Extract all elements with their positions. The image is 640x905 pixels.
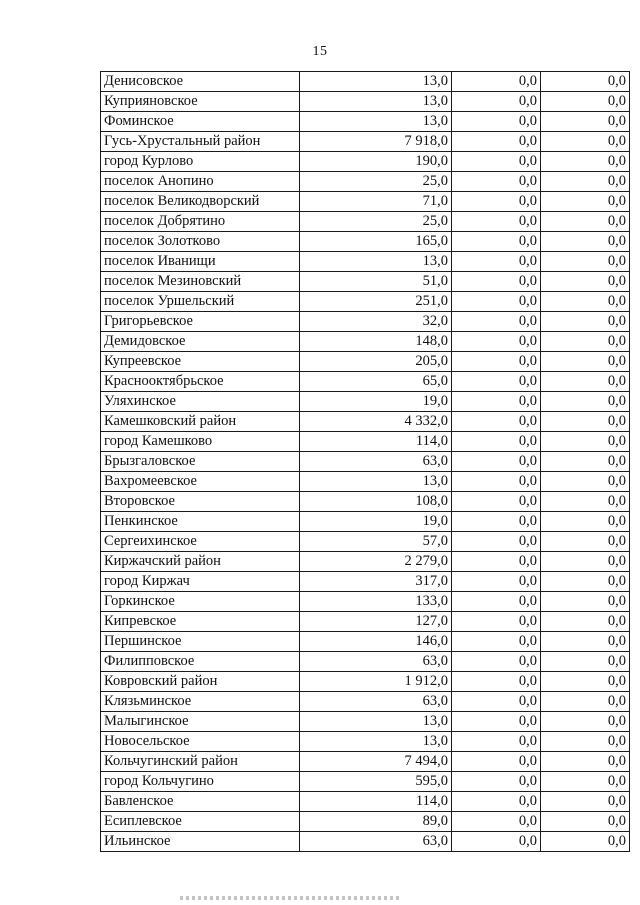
- row-value-3-cell: 0,0: [541, 832, 630, 852]
- table-row: [101, 612, 630, 632]
- row-value-3-cell: 0,0: [541, 272, 630, 292]
- row-name-cell: город Киржач: [101, 572, 300, 592]
- row-name-cell: Сергеихинское: [101, 532, 300, 552]
- row-name-cell: поселок Иванищи: [101, 252, 300, 272]
- row-value-1-cell: 7 918,0: [300, 132, 452, 152]
- row-name-cell: Пенкинское: [101, 512, 300, 532]
- row-value-3-cell: 0,0: [541, 292, 630, 312]
- table-row: [101, 352, 630, 372]
- row-value-3-cell: 0,0: [541, 692, 630, 712]
- row-value-2-cell: 0,0: [452, 252, 541, 272]
- row-value-2-cell: 0,0: [452, 232, 541, 252]
- row-value-3-cell: 0,0: [541, 572, 630, 592]
- row-value-2-cell: 0,0: [452, 652, 541, 672]
- table-row: [101, 652, 630, 672]
- table-row: [101, 232, 630, 252]
- page-number: 15: [312, 44, 328, 59]
- table-row: [101, 252, 630, 272]
- row-value-1-cell: 2 279,0: [300, 552, 452, 572]
- row-value-1-cell: 595,0: [300, 772, 452, 792]
- row-value-3-cell: 0,0: [541, 312, 630, 332]
- row-value-2-cell: 0,0: [452, 152, 541, 172]
- row-value-2-cell: 0,0: [452, 772, 541, 792]
- row-value-3-cell: 0,0: [541, 452, 630, 472]
- row-value-3-cell: 0,0: [541, 172, 630, 192]
- row-name-cell: Вахромеевское: [101, 472, 300, 492]
- row-name-cell: Брызгаловское: [101, 452, 300, 472]
- row-value-3-cell: 0,0: [541, 92, 630, 112]
- row-value-3-cell: 0,0: [541, 392, 630, 412]
- row-value-1-cell: 13,0: [300, 72, 452, 92]
- row-value-1-cell: 89,0: [300, 812, 452, 832]
- table-row: [101, 92, 630, 112]
- row-name-cell: Малыгинское: [101, 712, 300, 732]
- row-value-1-cell: 51,0: [300, 272, 452, 292]
- row-value-1-cell: 317,0: [300, 572, 452, 592]
- row-value-3-cell: 0,0: [541, 72, 630, 92]
- row-value-3-cell: 0,0: [541, 152, 630, 172]
- row-value-3-cell: 0,0: [541, 192, 630, 212]
- table-row: [101, 392, 630, 412]
- row-name-cell: Денисовское: [101, 72, 300, 92]
- row-value-1-cell: 108,0: [300, 492, 452, 512]
- row-value-2-cell: 0,0: [452, 212, 541, 232]
- row-value-1-cell: 205,0: [300, 352, 452, 372]
- row-value-1-cell: 13,0: [300, 252, 452, 272]
- row-value-3-cell: 0,0: [541, 372, 630, 392]
- table-body: [101, 72, 630, 852]
- row-name-cell: город Курлово: [101, 152, 300, 172]
- row-value-3-cell: 0,0: [541, 652, 630, 672]
- table-row: [101, 112, 630, 132]
- row-value-2-cell: 0,0: [452, 312, 541, 332]
- row-value-1-cell: 7 494,0: [300, 752, 452, 772]
- row-value-2-cell: 0,0: [452, 72, 541, 92]
- table-row: [101, 792, 630, 812]
- row-value-1-cell: 114,0: [300, 432, 452, 452]
- row-value-1-cell: 19,0: [300, 392, 452, 412]
- row-value-1-cell: 127,0: [300, 612, 452, 632]
- row-value-2-cell: 0,0: [452, 492, 541, 512]
- row-value-2-cell: 0,0: [452, 432, 541, 452]
- table-row: [101, 412, 630, 432]
- data-table: [100, 71, 630, 852]
- row-name-cell: поселок Великодворский: [101, 192, 300, 212]
- table-row: [101, 532, 630, 552]
- row-value-1-cell: 1 912,0: [300, 672, 452, 692]
- row-value-2-cell: 0,0: [452, 472, 541, 492]
- row-name-cell: поселок Золотково: [101, 232, 300, 252]
- scan-artifact: [180, 896, 400, 900]
- row-name-cell: Горкинское: [101, 592, 300, 612]
- row-name-cell: Ковровский район: [101, 672, 300, 692]
- table-row: [101, 512, 630, 532]
- row-value-3-cell: 0,0: [541, 532, 630, 552]
- row-value-2-cell: 0,0: [452, 632, 541, 652]
- table-row: [101, 452, 630, 472]
- row-name-cell: Есиплевское: [101, 812, 300, 832]
- row-value-2-cell: 0,0: [452, 592, 541, 612]
- table-row: [101, 492, 630, 512]
- row-value-3-cell: 0,0: [541, 412, 630, 432]
- table-row: [101, 432, 630, 452]
- row-name-cell: Камешковский район: [101, 412, 300, 432]
- row-name-cell: Уляхинское: [101, 392, 300, 412]
- row-value-1-cell: 146,0: [300, 632, 452, 652]
- row-name-cell: Куприяновское: [101, 92, 300, 112]
- row-value-2-cell: 0,0: [452, 132, 541, 152]
- row-value-2-cell: 0,0: [452, 392, 541, 412]
- table-row: [101, 592, 630, 612]
- row-value-1-cell: 65,0: [300, 372, 452, 392]
- table-row: [101, 672, 630, 692]
- row-value-2-cell: 0,0: [452, 372, 541, 392]
- row-value-1-cell: 71,0: [300, 192, 452, 212]
- row-value-2-cell: 0,0: [452, 792, 541, 812]
- row-value-1-cell: 13,0: [300, 732, 452, 752]
- row-value-1-cell: 251,0: [300, 292, 452, 312]
- row-value-3-cell: 0,0: [541, 592, 630, 612]
- row-value-3-cell: 0,0: [541, 552, 630, 572]
- row-name-cell: Филипповское: [101, 652, 300, 672]
- row-value-3-cell: 0,0: [541, 812, 630, 832]
- row-value-1-cell: 13,0: [300, 472, 452, 492]
- row-value-2-cell: 0,0: [452, 552, 541, 572]
- row-value-2-cell: 0,0: [452, 192, 541, 212]
- row-value-3-cell: 0,0: [541, 352, 630, 372]
- row-name-cell: поселок Анопино: [101, 172, 300, 192]
- table-row: [101, 172, 630, 192]
- row-value-2-cell: 0,0: [452, 812, 541, 832]
- row-value-2-cell: 0,0: [452, 612, 541, 632]
- table-row: [101, 732, 630, 752]
- row-value-2-cell: 0,0: [452, 692, 541, 712]
- table-row: [101, 772, 630, 792]
- row-value-3-cell: 0,0: [541, 432, 630, 452]
- row-value-1-cell: 57,0: [300, 532, 452, 552]
- row-value-3-cell: 0,0: [541, 672, 630, 692]
- row-value-3-cell: 0,0: [541, 792, 630, 812]
- table-row: [101, 292, 630, 312]
- row-value-1-cell: 25,0: [300, 172, 452, 192]
- row-name-cell: Краснооктябрьское: [101, 372, 300, 392]
- row-value-1-cell: 13,0: [300, 112, 452, 132]
- row-name-cell: поселок Мезиновский: [101, 272, 300, 292]
- table-row: [101, 472, 630, 492]
- row-value-3-cell: 0,0: [541, 752, 630, 772]
- table-row: [101, 692, 630, 712]
- row-name-cell: город Камешково: [101, 432, 300, 452]
- row-value-2-cell: 0,0: [452, 172, 541, 192]
- row-name-cell: Киржачский район: [101, 552, 300, 572]
- table-row: [101, 572, 630, 592]
- row-value-1-cell: 190,0: [300, 152, 452, 172]
- row-name-cell: город Кольчугино: [101, 772, 300, 792]
- table-row: [101, 632, 630, 652]
- row-name-cell: Ильинское: [101, 832, 300, 852]
- row-name-cell: Григорьевское: [101, 312, 300, 332]
- row-value-1-cell: 32,0: [300, 312, 452, 332]
- row-name-cell: Фоминское: [101, 112, 300, 132]
- row-value-3-cell: 0,0: [541, 132, 630, 152]
- table-row: [101, 812, 630, 832]
- row-value-2-cell: 0,0: [452, 112, 541, 132]
- row-value-2-cell: 0,0: [452, 832, 541, 852]
- row-value-1-cell: 13,0: [300, 712, 452, 732]
- table-row: [101, 712, 630, 732]
- row-value-2-cell: 0,0: [452, 92, 541, 112]
- table-row: [101, 832, 630, 852]
- row-value-3-cell: 0,0: [541, 232, 630, 252]
- row-name-cell: Купреевское: [101, 352, 300, 372]
- table-row: [101, 72, 630, 92]
- row-value-3-cell: 0,0: [541, 112, 630, 132]
- row-value-3-cell: 0,0: [541, 252, 630, 272]
- row-value-1-cell: 133,0: [300, 592, 452, 612]
- row-value-3-cell: 0,0: [541, 732, 630, 752]
- table-row: [101, 212, 630, 232]
- row-name-cell: Бавленское: [101, 792, 300, 812]
- row-name-cell: Демидовское: [101, 332, 300, 352]
- row-name-cell: Кипревское: [101, 612, 300, 632]
- table-row: [101, 152, 630, 172]
- row-value-2-cell: 0,0: [452, 352, 541, 372]
- row-value-2-cell: 0,0: [452, 532, 541, 552]
- row-value-2-cell: 0,0: [452, 752, 541, 772]
- row-value-1-cell: 19,0: [300, 512, 452, 532]
- table-row: [101, 552, 630, 572]
- row-value-2-cell: 0,0: [452, 672, 541, 692]
- table-row: [101, 752, 630, 772]
- row-value-3-cell: 0,0: [541, 212, 630, 232]
- row-value-3-cell: 0,0: [541, 712, 630, 732]
- row-value-2-cell: 0,0: [452, 272, 541, 292]
- row-value-3-cell: 0,0: [541, 492, 630, 512]
- table-row: [101, 192, 630, 212]
- row-value-1-cell: 63,0: [300, 652, 452, 672]
- row-value-1-cell: 13,0: [300, 92, 452, 112]
- row-value-1-cell: 25,0: [300, 212, 452, 232]
- row-value-3-cell: 0,0: [541, 472, 630, 492]
- row-name-cell: поселок Уршельский: [101, 292, 300, 312]
- row-value-2-cell: 0,0: [452, 732, 541, 752]
- row-value-1-cell: 165,0: [300, 232, 452, 252]
- row-name-cell: Кольчугинский район: [101, 752, 300, 772]
- table-row: [101, 312, 630, 332]
- row-value-1-cell: 63,0: [300, 692, 452, 712]
- row-name-cell: поселок Добрятино: [101, 212, 300, 232]
- row-value-1-cell: 4 332,0: [300, 412, 452, 432]
- row-value-2-cell: 0,0: [452, 332, 541, 352]
- row-value-2-cell: 0,0: [452, 712, 541, 732]
- row-name-cell: Новосельское: [101, 732, 300, 752]
- table-row: [101, 132, 630, 152]
- table-row: [101, 272, 630, 292]
- row-value-2-cell: 0,0: [452, 452, 541, 472]
- row-value-3-cell: 0,0: [541, 612, 630, 632]
- row-value-1-cell: 114,0: [300, 792, 452, 812]
- row-value-3-cell: 0,0: [541, 632, 630, 652]
- row-value-2-cell: 0,0: [452, 412, 541, 432]
- row-value-2-cell: 0,0: [452, 292, 541, 312]
- row-value-1-cell: 63,0: [300, 452, 452, 472]
- row-name-cell: Клязьминское: [101, 692, 300, 712]
- row-value-2-cell: 0,0: [452, 572, 541, 592]
- table-row: [101, 372, 630, 392]
- row-name-cell: Гусь-Хрустальный район: [101, 132, 300, 152]
- row-value-2-cell: 0,0: [452, 512, 541, 532]
- row-value-1-cell: 148,0: [300, 332, 452, 352]
- row-value-3-cell: 0,0: [541, 772, 630, 792]
- row-value-3-cell: 0,0: [541, 512, 630, 532]
- table-row: [101, 332, 630, 352]
- row-value-3-cell: 0,0: [541, 332, 630, 352]
- row-name-cell: Второвское: [101, 492, 300, 512]
- row-name-cell: Першинское: [101, 632, 300, 652]
- row-value-1-cell: 63,0: [300, 832, 452, 852]
